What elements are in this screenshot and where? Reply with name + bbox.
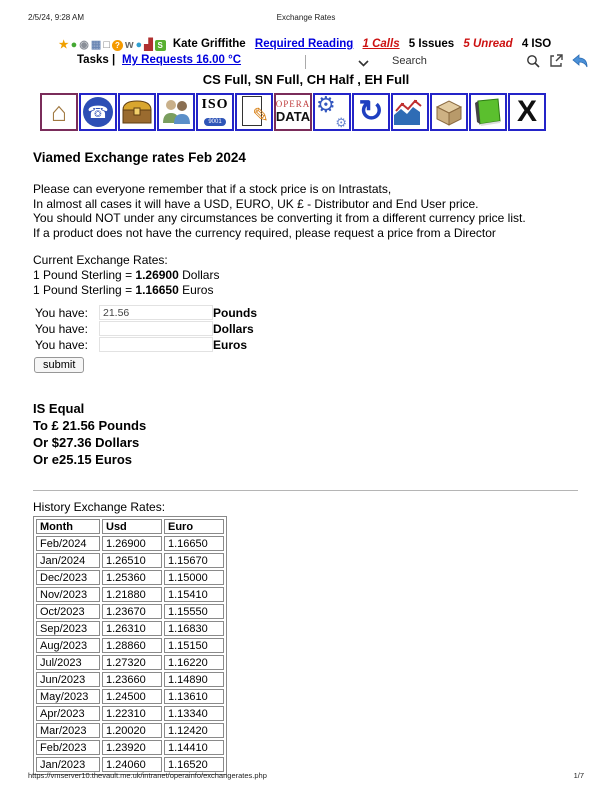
print-title: Exchange Rates: [276, 13, 336, 22]
box-icon: [433, 97, 465, 127]
tasks-label: Tasks |: [77, 54, 116, 66]
footer-url: https://vmserver10.thevault.me.uk/intranet/operainfo/exchangerates.php: [28, 771, 267, 780]
table-row: Aug/2023 1.28860 1.15150: [36, 638, 224, 653]
green-shield-icon[interactable]: S: [155, 40, 166, 51]
notice: [33, 182, 578, 240]
currency-label: Pounds: [213, 306, 257, 321]
user-name: Kate Griffithe: [172, 38, 246, 50]
table-row: Dec/2023 1.25360 1.15000: [36, 570, 224, 585]
history-col-header: Month: [36, 519, 100, 534]
table-row: Nov/2023 1.21880 1.15410: [36, 587, 224, 602]
amount-input-euros[interactable]: [99, 337, 213, 352]
main-content: [33, 150, 578, 775]
required-reading-link[interactable]: Required Reading: [254, 38, 354, 50]
exit-button[interactable]: [508, 93, 546, 131]
you-have-label: You have:: [35, 306, 88, 321]
result-line: Or e25.15 Euros: [33, 452, 132, 468]
result-line: To £ 21.56 Pounds: [33, 418, 147, 434]
history-col-header: Usd: [102, 519, 162, 534]
submit-button[interactable]: submit: [34, 357, 84, 373]
table-row: Jul/2023 1.27320 1.16220: [36, 655, 224, 670]
conversion-result: [33, 400, 578, 468]
wheel-icon[interactable]: ◉: [79, 39, 89, 51]
search-icon[interactable]: [526, 54, 540, 68]
print-datetime: 2/5/24, 9:28 AM: [28, 13, 85, 22]
icon-toolbar: [40, 93, 546, 131]
notice-line: In almost all cases it will have a USD, EURO, UK £ - Distributor and End User price.: [33, 196, 479, 211]
close-icon: X: [516, 95, 537, 128]
divider: [305, 55, 306, 69]
current-rates: [33, 268, 578, 298]
spreadsheet-icon[interactable]: ▦: [90, 39, 102, 51]
catalogue-button[interactable]: [118, 93, 156, 131]
result-line: IS Equal: [33, 401, 85, 417]
blue-circle-icon[interactable]: ●: [135, 39, 143, 51]
notice-line: You should NOT under any circumstances be converting it from a different currency price list.: [33, 211, 526, 226]
amount-input-dollars[interactable]: [99, 321, 213, 336]
w-icon[interactable]: w: [124, 39, 134, 51]
search-input[interactable]: Search: [392, 55, 427, 67]
nav-icons: [526, 54, 588, 68]
home-icon: ⌂: [50, 96, 68, 127]
iso-icon: ISO 9001: [201, 97, 229, 125]
contacts-button[interactable]: [157, 93, 195, 131]
footer-page-number: 1/7: [573, 771, 584, 780]
documents-button[interactable]: [235, 93, 273, 131]
my-requests-link[interactable]: My Requests 16.00 °C: [122, 54, 242, 66]
you-have-label: You have:: [35, 338, 88, 353]
gears-icon: ⚙ ⚙: [316, 92, 347, 130]
result-line: Or $27.36 Dollars: [33, 435, 140, 451]
history-col-header: Euro: [164, 519, 224, 534]
unread-count: 5 Unread: [463, 38, 513, 50]
iso-count: 4 ISO: [521, 38, 552, 50]
iso-button[interactable]: [196, 93, 234, 131]
table-row: Oct/2023 1.23670 1.15550: [36, 604, 224, 619]
help-icon[interactable]: ?: [112, 40, 123, 51]
notice-line: If a product does not have the currency required, please request a price from a Director: [33, 225, 496, 240]
table-row: Mar/2023 1.20020 1.12420: [36, 723, 224, 738]
currency-label: Euros: [213, 338, 248, 353]
copy-page-icon[interactable]: □: [103, 39, 110, 51]
table-row: Jan/2023 1.24060 1.16520: [36, 757, 224, 772]
table-row: Jan/2024 1.26510 1.15670: [36, 553, 224, 568]
opera-data-icon: OPERA DATA: [275, 99, 311, 124]
page-title: Viamed Exchange rates Feb 2024: [33, 150, 246, 165]
home-button[interactable]: [40, 93, 78, 131]
chart-icon: [393, 97, 427, 127]
notice-line: Please can everyone remember that if a stock price is on Intrastats,: [33, 182, 392, 196]
treasure-chest-icon: [121, 97, 153, 127]
calls-link[interactable]: 1 Calls: [362, 38, 400, 50]
history-heading: History Exchange Rates:: [33, 500, 166, 515]
print-footer: [28, 771, 584, 780]
table-row: Sep/2023 1.26310 1.16830: [36, 621, 224, 636]
stock-button[interactable]: [430, 93, 468, 131]
currency-label: Dollars: [213, 322, 254, 337]
nav-line-2: [0, 54, 612, 71]
document-pencil-icon: ✎: [242, 96, 266, 128]
settings-button[interactable]: [313, 93, 351, 131]
people-icon: [160, 97, 192, 127]
phone-button[interactable]: [79, 93, 117, 131]
manuals-button[interactable]: [469, 93, 507, 131]
you-have-label: You have:: [35, 322, 88, 337]
green-globe-icon[interactable]: ●: [70, 39, 78, 51]
availability-status: CS Full, SN Full, CH Half , EH Full: [202, 72, 410, 87]
converter-row: [33, 321, 578, 337]
divider-rule: [33, 490, 578, 491]
rate-line: 1 Pound Sterling = 1.26900 Dollars: [33, 268, 220, 283]
print-header: [28, 13, 584, 22]
converter-row: [33, 305, 578, 321]
book-icon: [472, 97, 504, 127]
chevron-down-icon[interactable]: [358, 58, 369, 70]
phone-icon: ☎: [83, 97, 113, 127]
table-row: May/2023 1.24500 1.13610: [36, 689, 224, 704]
converter-form: [33, 305, 578, 353]
refresh-icon: ↻: [358, 95, 384, 128]
rate-line: 1 Pound Sterling = 1.16650 Euros: [33, 283, 214, 298]
status-bar: [0, 38, 612, 51]
opera-data-button[interactable]: [274, 93, 312, 131]
refresh-button[interactable]: [352, 93, 390, 131]
history-table: [33, 516, 227, 775]
table-row: Jun/2023 1.23660 1.14890: [36, 672, 224, 687]
history-header-row: [36, 519, 224, 534]
current-rates-heading: Current Exchange Rates:: [33, 253, 168, 268]
external-link-icon[interactable]: [549, 54, 563, 68]
mini-chart-icon[interactable]: ▟: [144, 39, 153, 51]
issues-count: 5 Issues: [408, 38, 455, 50]
back-arrow-icon[interactable]: [572, 54, 588, 68]
favicon-row: [58, 38, 167, 50]
star-icon[interactable]: ★: [58, 39, 69, 51]
amount-input-pounds[interactable]: [99, 305, 213, 320]
table-row: Feb/2024 1.26900 1.16650: [36, 536, 224, 551]
reports-button[interactable]: [391, 93, 429, 131]
table-row: Feb/2023 1.23920 1.14410: [36, 740, 224, 755]
table-row: Apr/2023 1.22310 1.13340: [36, 706, 224, 721]
converter-row: [33, 337, 578, 353]
